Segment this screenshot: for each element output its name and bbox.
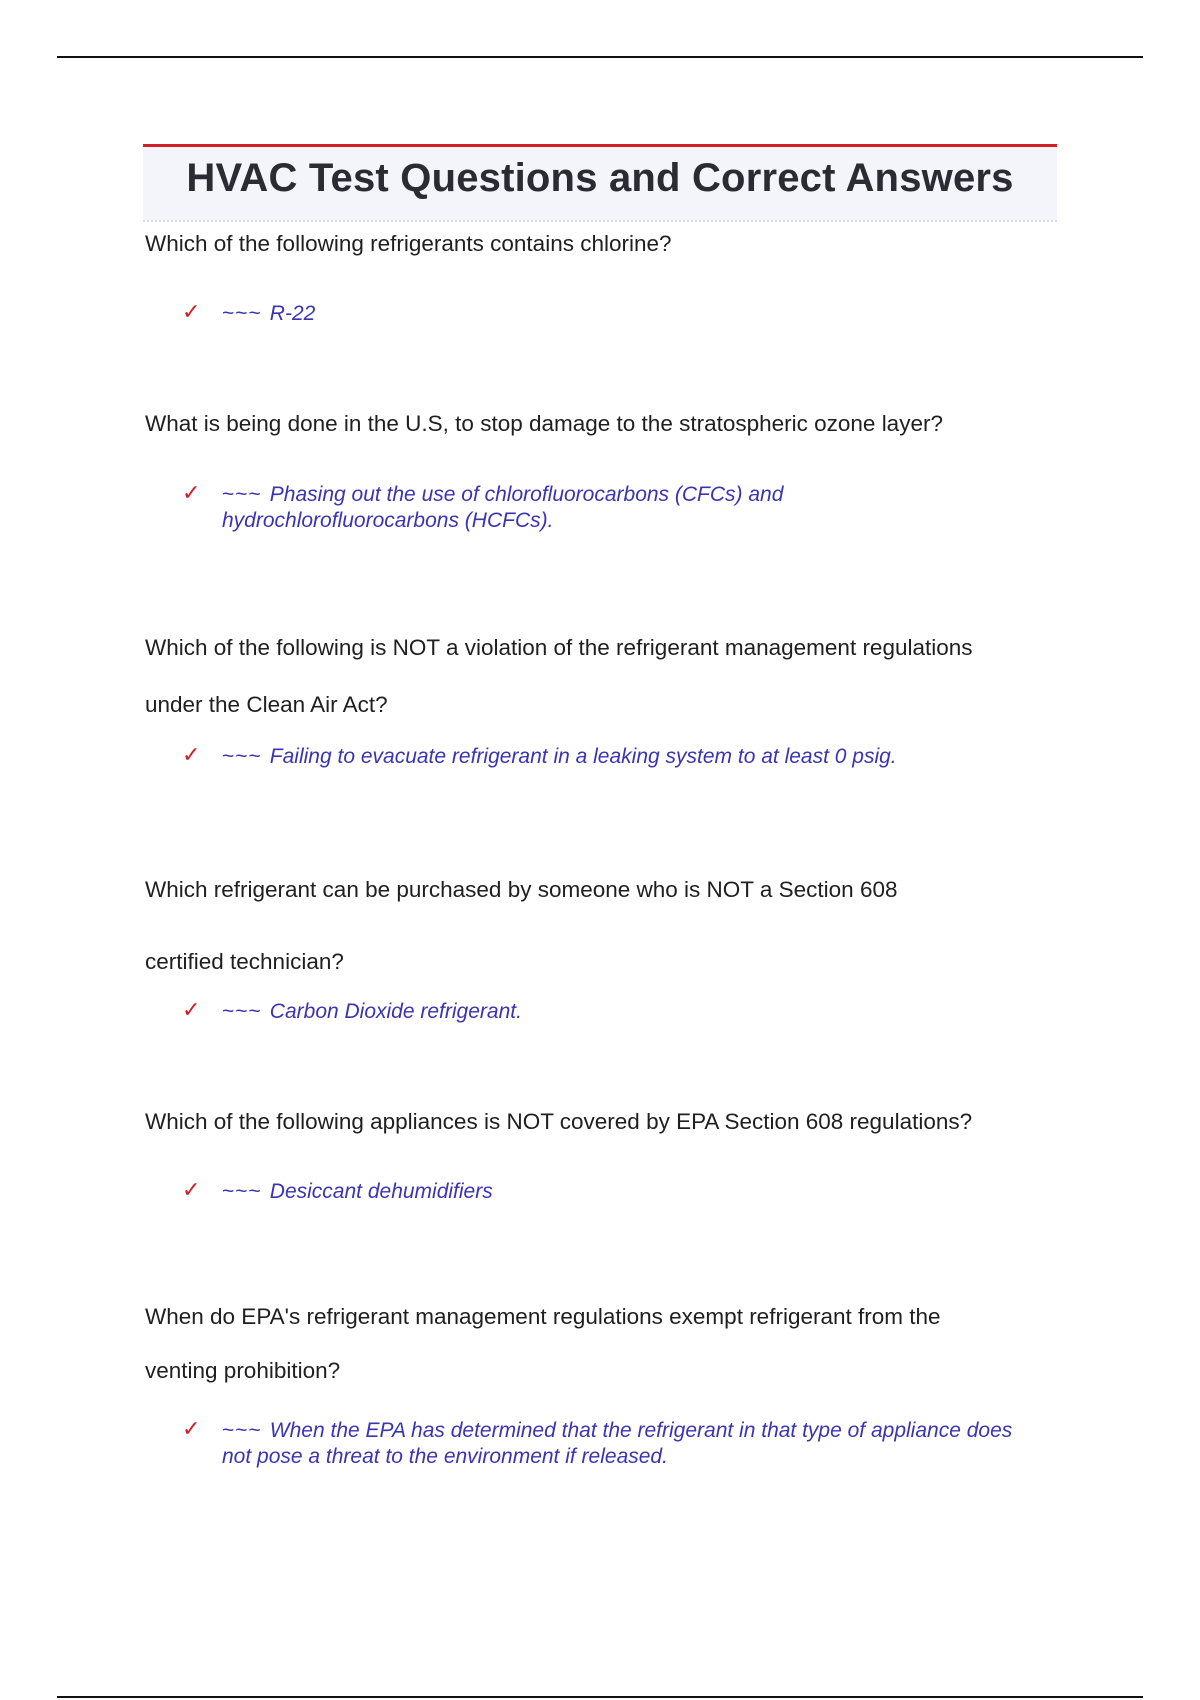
page-title: HVAC Test Questions and Correct Answers <box>186 156 1014 200</box>
question-3-line-2: under the Clean Air Act? <box>145 692 388 717</box>
checkmark-icon: ✓ <box>182 1416 201 1441</box>
question-6-line-1: When do EPA's refrigerant management regulations exempt refrigerant from the <box>145 1304 941 1329</box>
title-banner <box>143 144 1057 220</box>
question-5 <box>145 1109 1045 1135</box>
question-1-line-1: Which of the following refrigerants contains chlorine? <box>145 231 672 256</box>
answer-4-text <box>222 999 1022 1025</box>
answer-1-text <box>222 301 1022 327</box>
question-3-line-1: Which of the following is NOT a violation of the refrigerant management regulations <box>145 635 973 660</box>
answer-5-text <box>222 1179 1022 1205</box>
question-3 <box>145 619 1045 733</box>
answer-6-value: When the EPA has determined that the refrigerant in that type of appliance does not pose a threat to the environment if released. <box>222 1419 1013 1468</box>
checkmark-icon: ✓ <box>182 1177 201 1202</box>
question-4-line-2: certified technician? <box>145 949 344 974</box>
answer-2-text <box>222 482 822 534</box>
checkmark-icon: ✓ <box>182 742 201 767</box>
answer-prefix: ~~~ <box>222 1000 262 1023</box>
question-4-line-1: Which refrigerant can be purchased by someone who is NOT a Section 608 <box>145 877 898 902</box>
question-4 <box>145 854 1045 998</box>
checkmark-icon: ✓ <box>182 480 201 505</box>
answer-6-text <box>222 1418 1022 1470</box>
answer-5-value: Desiccant dehumidifiers <box>269 1180 493 1203</box>
question-6-line-2: venting prohibition? <box>145 1358 341 1383</box>
answer-1-value: R-22 <box>269 302 316 325</box>
answer-4-value: Carbon Dioxide refrigerant. <box>269 1000 522 1023</box>
answer-3-value: Failing to evacuate refrigerant in a leaking system to at least 0 psig. <box>269 745 897 768</box>
page-bottom-rule <box>57 1696 1143 1698</box>
question-5-line-1: Which of the following appliances is NOT covered by EPA Section 608 regulations? <box>145 1109 973 1134</box>
answer-prefix: ~~~ <box>222 745 262 768</box>
answer-2-value: Phasing out the use of chlorofluorocarbons (CFCs) and hydrochlorofluorocarbons (HCFCs). <box>222 483 784 532</box>
question-2 <box>145 411 1045 437</box>
question-1 <box>145 231 1045 257</box>
answer-prefix: ~~~ <box>222 483 262 506</box>
question-2-line-1: What is being done in the U.S, to stop damage to the stratospheric ozone layer? <box>145 411 943 436</box>
checkmark-icon: ✓ <box>182 997 201 1022</box>
answer-3-text <box>222 744 1022 770</box>
page-top-rule <box>57 56 1143 58</box>
answer-prefix: ~~~ <box>222 1180 262 1203</box>
answer-prefix: ~~~ <box>222 302 262 325</box>
answer-prefix: ~~~ <box>222 1419 262 1442</box>
checkmark-icon: ✓ <box>182 299 201 324</box>
question-6 <box>145 1290 1045 1398</box>
